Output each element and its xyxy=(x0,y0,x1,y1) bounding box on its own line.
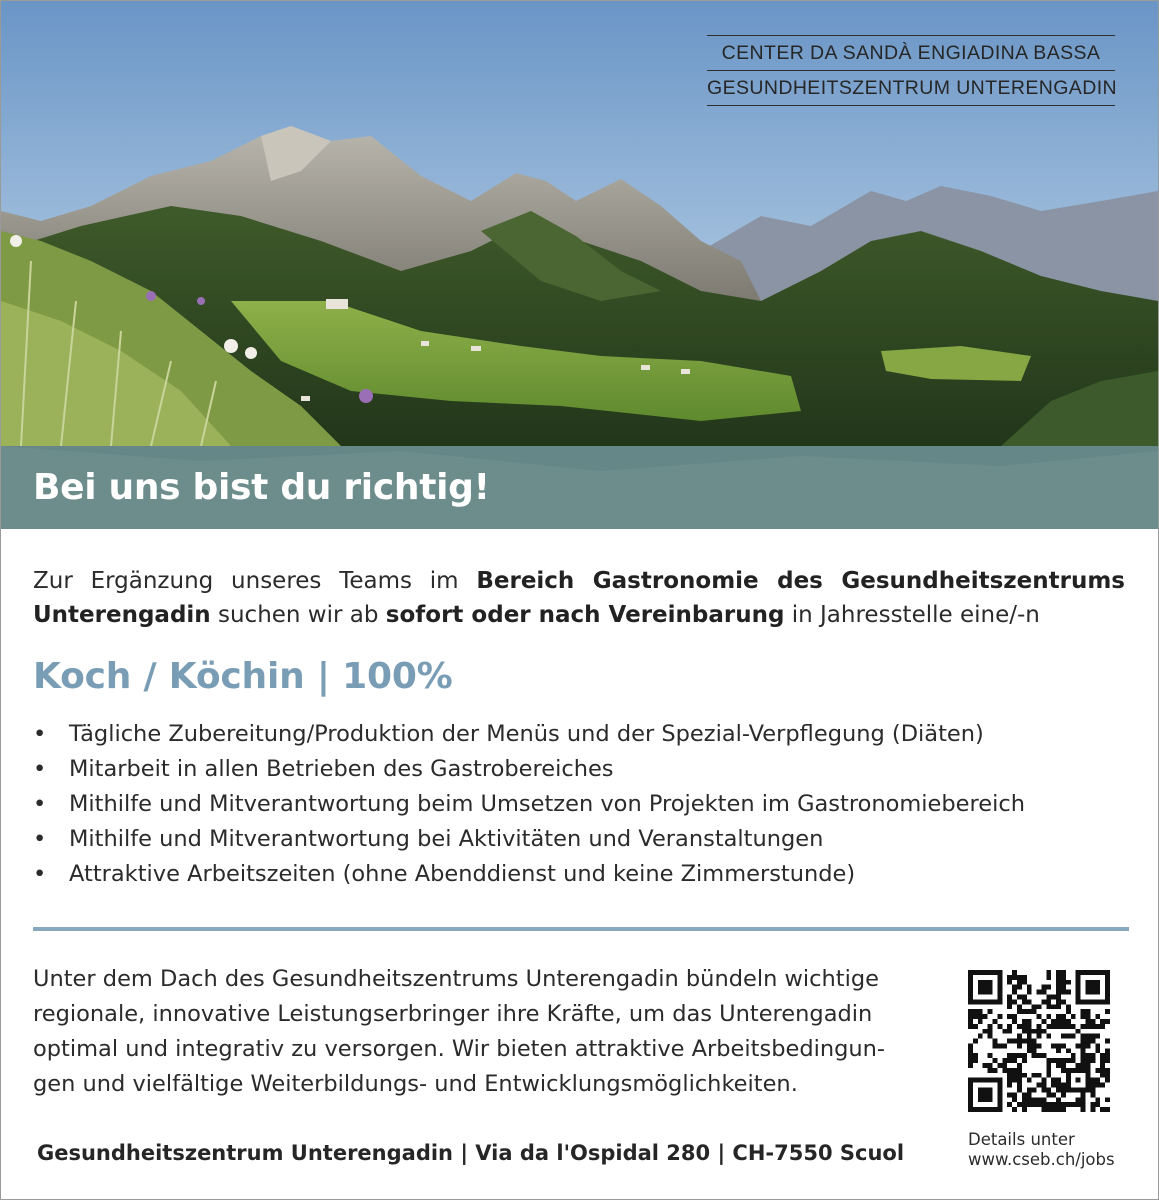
task-text: Mithilfe und Mitverantwortung beim Umsetzen von Projekten im Gastronomiebereich xyxy=(69,791,1026,817)
intro-start-date: sofort oder nach Vereinbarung xyxy=(385,602,785,628)
organization-logo xyxy=(707,35,1115,106)
intro-department: Bereich Gastronomie des Gesundheitszentrums Unterengadin xyxy=(33,568,1125,628)
intro-paragraph xyxy=(33,564,1125,632)
intro-text-3: in Jahresstelle eine/-n xyxy=(784,602,1040,628)
about-paragraph xyxy=(33,962,943,1102)
details-label: Details unter xyxy=(968,1130,1075,1149)
list-item xyxy=(33,822,1025,857)
about-line: gen und vielfältige Weiterbildungs- und Entwicklungsmöglichkeiten. xyxy=(33,1071,798,1097)
about-line: optimal und integrativ zu versorgen. Wir bieten attraktive Arbeitsbedingun- xyxy=(33,1036,886,1062)
task-text: Attraktive Arbeitszeiten (ohne Abenddienst und keine Zimmerstunde) xyxy=(69,861,856,887)
list-item xyxy=(33,717,1025,752)
about-line: Unter dem Dach des Gesundheitszentrums Unterengadin bündeln wichtige xyxy=(33,966,879,992)
task-text: Mitarbeit in allen Betrieben des Gastrobereiches xyxy=(69,756,614,782)
bullet-icon: • xyxy=(33,826,47,852)
task-list xyxy=(33,717,1025,892)
logo-line-german: GESUNDHEITSZENTRUM UNTERENGADIN xyxy=(707,77,1117,99)
hero-image xyxy=(1,1,1158,529)
qr-code-icon[interactable] xyxy=(968,970,1110,1112)
intro-text-1: Zur Ergänzung unseres Teams im xyxy=(33,568,477,594)
bullet-icon: • xyxy=(33,861,47,887)
bullet-icon: • xyxy=(33,756,47,782)
task-text: Mithilfe und Mitverantwortung bei Aktivitäten und Veranstaltungen xyxy=(69,826,824,852)
intro-text-2: suchen wir ab xyxy=(210,602,386,628)
list-item xyxy=(33,787,1025,822)
bullet-icon: • xyxy=(33,721,47,747)
task-text: Tägliche Zubereitung/Produktion der Menüs und der Spezial-Verpflegung (Diäten) xyxy=(69,721,984,747)
details-url[interactable]: www.cseb.ch/jobs xyxy=(968,1150,1115,1169)
headline: Bei uns bist du richtig! xyxy=(33,467,490,508)
list-item xyxy=(33,857,1025,892)
logo-rule-bottom xyxy=(707,105,1115,106)
list-item xyxy=(33,752,1025,787)
logo-line-romansh: CENTER DA SANDÀ ENGIADINA BASSA xyxy=(721,42,1101,64)
section-divider xyxy=(33,927,1129,931)
job-title: Koch / Köchin | 100% xyxy=(33,656,453,697)
footer-address: Gesundheitszentrum Unterengadin | Via da l'Ospidal 280 | CH-7550 Scuol xyxy=(37,1141,905,1165)
about-line: regionale, innovative Leistungserbringer ihre Kräfte, um das Unterengadin xyxy=(33,1001,873,1027)
details-link[interactable] xyxy=(968,1130,1115,1170)
bullet-icon: • xyxy=(33,791,47,817)
